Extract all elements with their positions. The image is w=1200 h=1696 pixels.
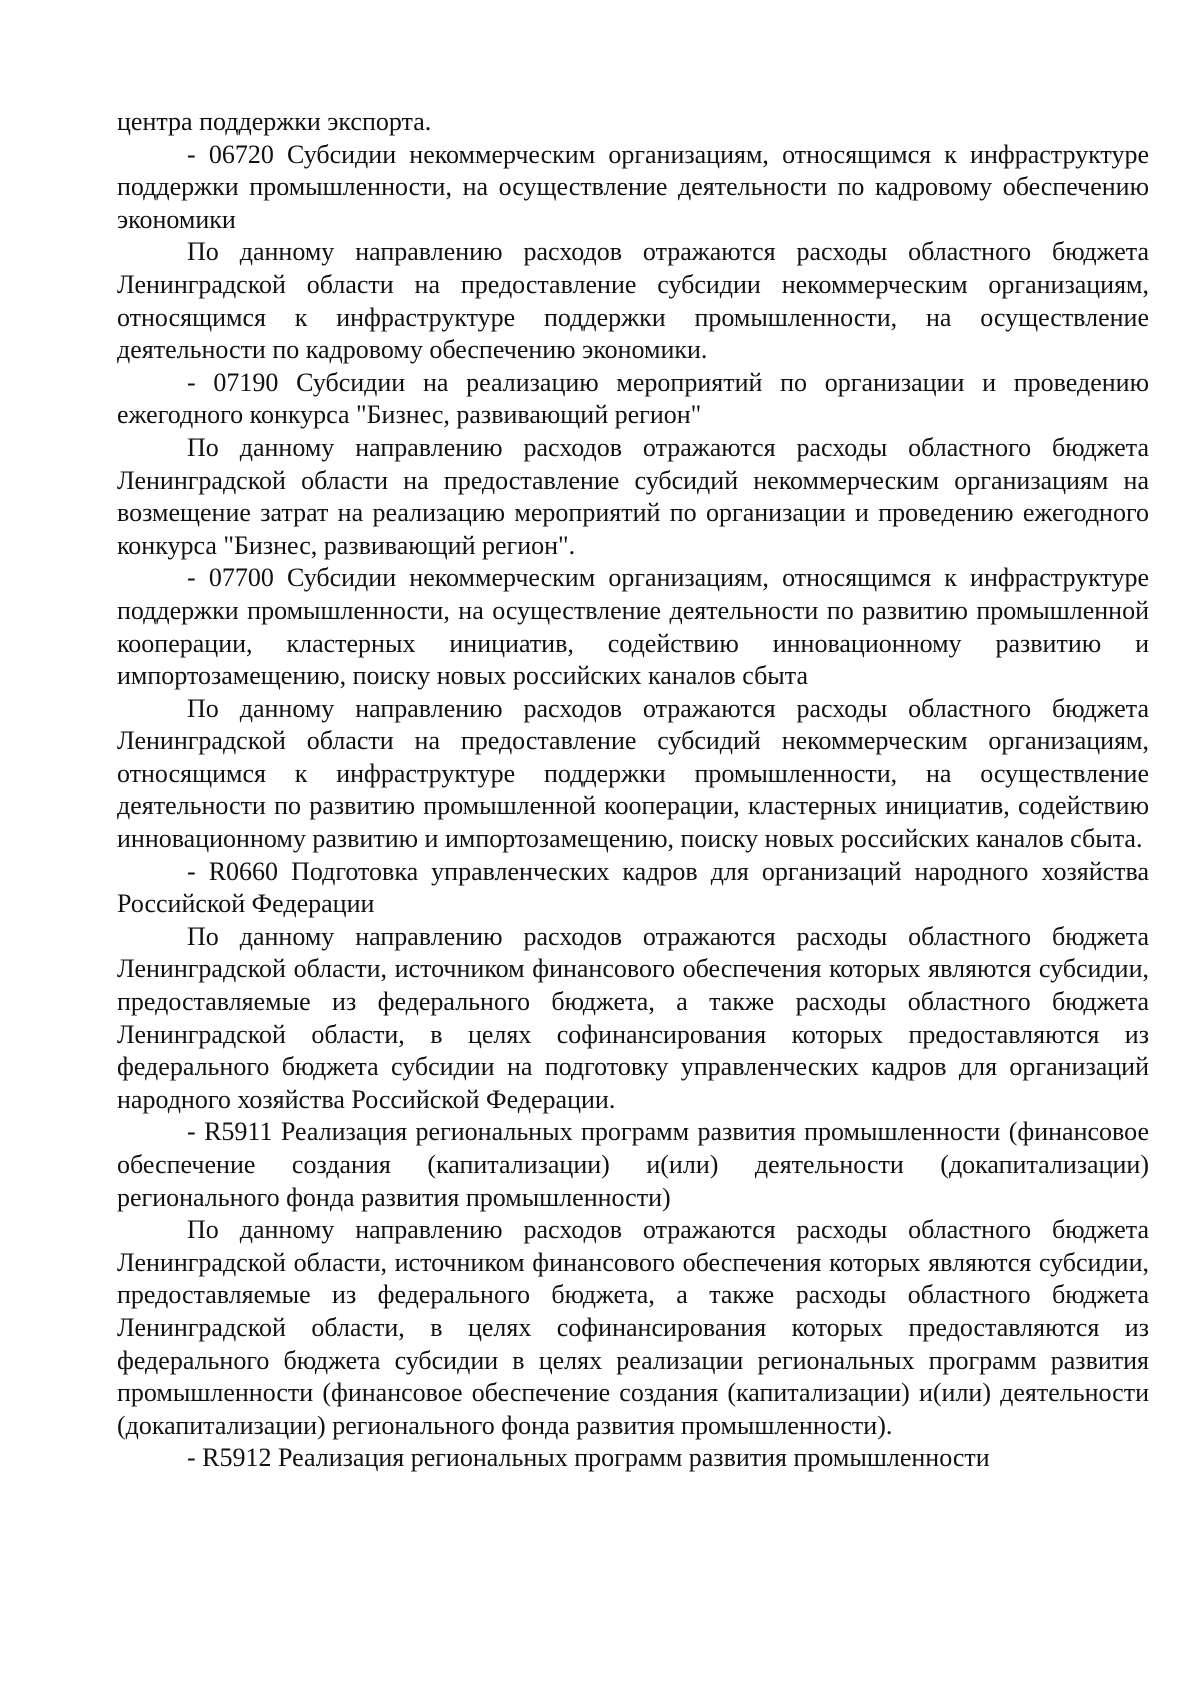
expense-item-07190-heading: - 07190 Субсидии на реализацию мероприятий по организации и проведению ежегодного конкурса "Бизнес, развивающий регион" [117, 367, 1149, 430]
expense-item-06720-heading: - 06720 Субсидии некоммерческим организациям, относящимся к инфраструктуре поддержки промышленности, на осуществление деятельности по кадровому обеспечению экономики [117, 139, 1149, 234]
paragraph-continuation: центра поддержки экспорта. [117, 107, 432, 136]
expense-item-07700-description: По данному направлению расходов отражаются расходы областного бюджета Ленинградской области на предоставление субсидий некоммерческим организациям, относящимся к инфраструктуре поддержки промышленности, на осуществление деятельности по развитию промышленной кооперации, кластерных инициатив, содействию инновационному развитию и импортозамещению, поиску новых российских каналов сбыта. [117, 693, 1149, 854]
expense-item-07700-heading: - 07700 Субсидии некоммерческим организациям, относящимся к инфраструктуре поддержки промышленности, на осуществление деятельности по развитию промышленной кооперации, кластерных инициатив, содействию инновационному развитию и импортозамещению, поиску новых российских каналов сбыта [117, 563, 1149, 691]
document-page [117, 106, 1149, 1475]
expense-item-r5911-heading: - R5911 Реализация региональных программ развития промышленности (финансовое обеспечение создания (капитализации) и(или) деятельности (докапитализации) регионального фонда развития промышленности) [117, 1117, 1149, 1212]
expense-item-r5911-description: По данному направлению расходов отражаются расходы областного бюджета Ленинградской области, источником финансового обеспечения которых являются субсидии, предоставляемые из федерального бюджета, а также расходы областного бюджета Ленинградской области, в целях софинансирования которых предоставляются из федерального бюджета субсидии в целях реализации региональных программ развития промышленности (финансовое обеспечение создания (капитализации) и(или) деятельности (докапитализации) регионального фонда развития промышленности). [117, 1215, 1149, 1440]
expense-item-07190-description: По данному направлению расходов отражаются расходы областного бюджета Ленинградской области на предоставление субсидий некоммерческим организациям на возмещение затрат на реализацию мероприятий по организации и проведению ежегодного конкурса "Бизнес, развивающий регион". [117, 432, 1149, 560]
expense-item-r0660-heading: - R0660 Подготовка управленческих кадров для организаций народного хозяйства Российской Федерации [117, 856, 1149, 919]
expense-item-r0660-description: По данному направлению расходов отражаются расходы областного бюджета Ленинградской области, источником финансового обеспечения которых являются субсидии, предоставляемые из федерального бюджета, а также расходы областного бюджета Ленинградской области, в целях софинансирования которых предоставляются из федерального бюджета субсидии на подготовку управленческих кадров для организаций народного хозяйства Российской Федерации. [117, 921, 1149, 1114]
expense-item-06720-description: По данному направлению расходов отражаются расходы областного бюджета Ленинградской области на предоставление субсидии некоммерческим организациям, относящимся к инфраструктуре поддержки промышленности, на осуществление деятельности по кадровому обеспечению экономики. [117, 237, 1149, 365]
expense-item-r5912-heading: - R5912 Реализация региональных программ развития промышленности [187, 1443, 990, 1473]
